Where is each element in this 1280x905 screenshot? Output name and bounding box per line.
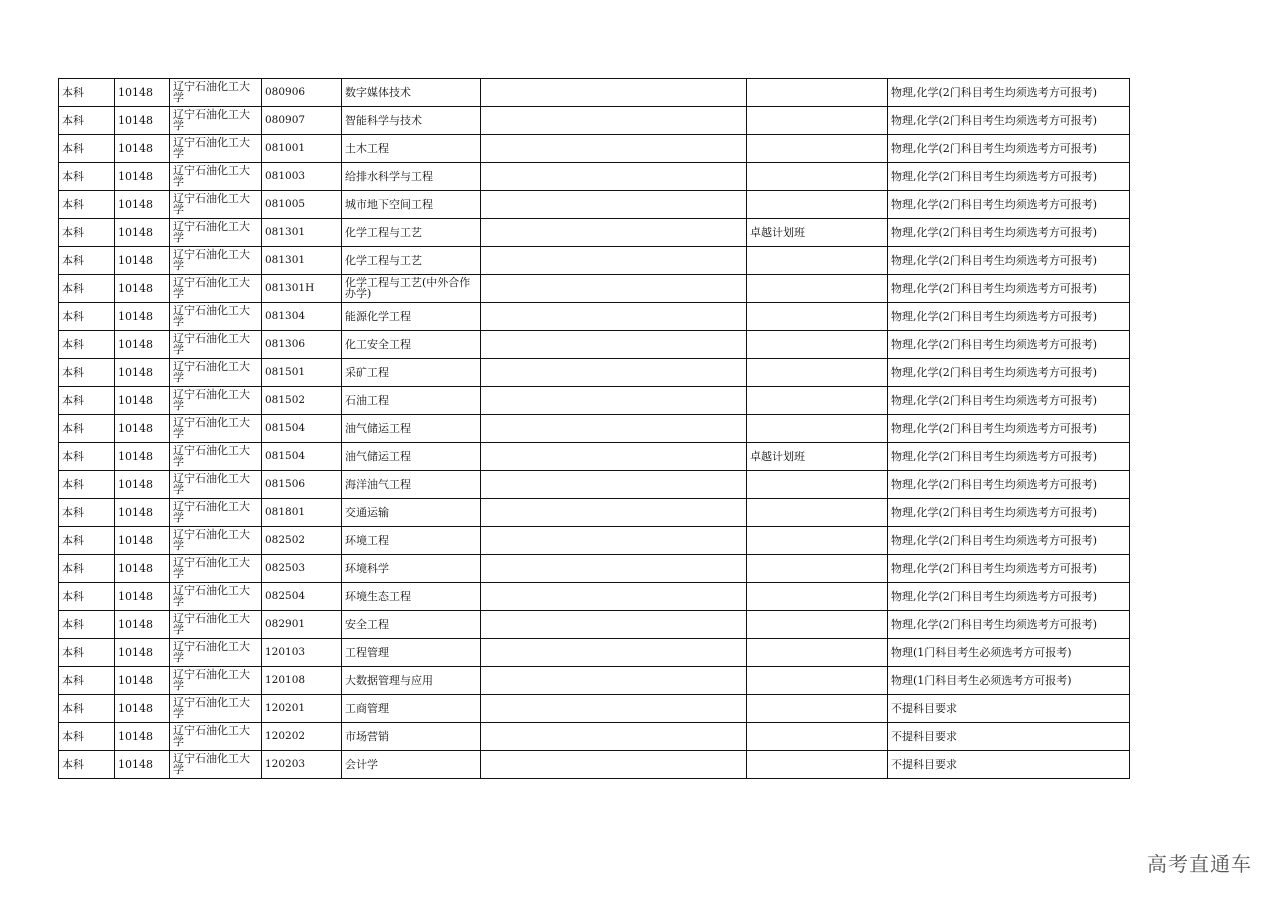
cell-subject-requirement: 不提科目要求	[888, 723, 1130, 751]
cell-notes	[481, 163, 747, 191]
cell-school-code: 10148	[115, 695, 170, 723]
cell-subject-requirement: 物理,化学(2门科目考生均须选考方可报考)	[888, 163, 1130, 191]
cell-school-code: 10148	[115, 471, 170, 499]
cell-class-type	[747, 303, 888, 331]
cell-school-code: 10148	[115, 555, 170, 583]
cell-class-type	[747, 499, 888, 527]
cell-notes	[481, 275, 747, 303]
table-row	[59, 135, 1130, 163]
cell-subject-requirement: 物理,化学(2门科目考生均须选考方可报考)	[888, 443, 1130, 471]
cell-notes	[481, 583, 747, 611]
cell-major-code: 082504	[262, 583, 342, 611]
table-row	[59, 471, 1130, 499]
cell-subject-requirement: 物理,化学(2门科目考生均须选考方可报考)	[888, 359, 1130, 387]
cell-major-code: 081304	[262, 303, 342, 331]
table-row	[59, 499, 1130, 527]
cell-school-code: 10148	[115, 667, 170, 695]
cell-notes	[481, 611, 747, 639]
cell-class-type	[747, 639, 888, 667]
cell-school-code: 10148	[115, 163, 170, 191]
cell-major-name: 数字媒体技术	[342, 79, 481, 107]
cell-subject-requirement: 物理(1门科目考生必须选考方可报考)	[888, 639, 1130, 667]
cell-level: 本科	[59, 415, 115, 443]
table-row	[59, 331, 1130, 359]
cell-major-name: 化工安全工程	[342, 331, 481, 359]
cell-major-code: 080906	[262, 79, 342, 107]
table-row	[59, 415, 1130, 443]
cell-notes	[481, 415, 747, 443]
cell-school-code: 10148	[115, 387, 170, 415]
table-row	[59, 527, 1130, 555]
cell-major-code: 120103	[262, 639, 342, 667]
cell-class-type	[747, 611, 888, 639]
cell-major-code: 081501	[262, 359, 342, 387]
watermark-logo-text: 高考直通车	[1147, 852, 1252, 876]
cell-major-name: 城市地下空间工程	[342, 191, 481, 219]
cell-class-type	[747, 751, 888, 779]
cell-major-name: 交通运输	[342, 499, 481, 527]
cell-subject-requirement: 物理,化学(2门科目考生均须选考方可报考)	[888, 527, 1130, 555]
cell-school-code: 10148	[115, 751, 170, 779]
cell-major-name: 能源化学工程	[342, 303, 481, 331]
cell-school-code: 10148	[115, 331, 170, 359]
cell-notes	[481, 387, 747, 415]
cell-school-code: 10148	[115, 191, 170, 219]
cell-major-code: 120202	[262, 723, 342, 751]
cell-school-code: 10148	[115, 723, 170, 751]
cell-class-type: 卓越计划班	[747, 219, 888, 247]
table-row	[59, 695, 1130, 723]
cell-notes	[481, 359, 747, 387]
cell-school-name: 辽宁石油化工大学	[170, 219, 262, 247]
table-row	[59, 303, 1130, 331]
table-row	[59, 359, 1130, 387]
cell-level: 本科	[59, 639, 115, 667]
cell-notes	[481, 135, 747, 163]
cell-school-name: 辽宁石油化工大学	[170, 79, 262, 107]
cell-level: 本科	[59, 499, 115, 527]
cell-school-name: 辽宁石油化工大学	[170, 303, 262, 331]
cell-school-name: 辽宁石油化工大学	[170, 135, 262, 163]
cell-level: 本科	[59, 583, 115, 611]
cell-notes	[481, 443, 747, 471]
cell-school-code: 10148	[115, 359, 170, 387]
cell-school-name: 辽宁石油化工大学	[170, 415, 262, 443]
cell-school-code: 10148	[115, 611, 170, 639]
cell-subject-requirement: 物理,化学(2门科目考生均须选考方可报考)	[888, 219, 1130, 247]
cell-school-code: 10148	[115, 303, 170, 331]
cell-notes	[481, 303, 747, 331]
table-row	[59, 639, 1130, 667]
cell-class-type	[747, 695, 888, 723]
cell-level: 本科	[59, 611, 115, 639]
cell-class-type	[747, 107, 888, 135]
cell-school-name: 辽宁石油化工大学	[170, 723, 262, 751]
cell-class-type	[747, 667, 888, 695]
cell-school-name: 辽宁石油化工大学	[170, 471, 262, 499]
cell-major-name: 工程管理	[342, 639, 481, 667]
cell-school-name: 辽宁石油化工大学	[170, 611, 262, 639]
cell-major-name: 化学工程与工艺	[342, 219, 481, 247]
cell-subject-requirement: 物理,化学(2门科目考生均须选考方可报考)	[888, 135, 1130, 163]
cell-class-type	[747, 275, 888, 303]
cell-level: 本科	[59, 275, 115, 303]
cell-subject-requirement: 物理,化学(2门科目考生均须选考方可报考)	[888, 499, 1130, 527]
cell-notes	[481, 331, 747, 359]
table-row	[59, 191, 1130, 219]
cell-subject-requirement: 物理(1门科目考生必须选考方可报考)	[888, 667, 1130, 695]
cell-subject-requirement: 物理,化学(2门科目考生均须选考方可报考)	[888, 79, 1130, 107]
cell-major-code: 082503	[262, 555, 342, 583]
cell-school-name: 辽宁石油化工大学	[170, 499, 262, 527]
cell-school-name: 辽宁石油化工大学	[170, 359, 262, 387]
cell-level: 本科	[59, 527, 115, 555]
cell-subject-requirement: 物理,化学(2门科目考生均须选考方可报考)	[888, 415, 1130, 443]
cell-major-code: 081301	[262, 219, 342, 247]
subject-requirements-table	[58, 78, 1130, 779]
cell-major-name: 会计学	[342, 751, 481, 779]
cell-major-name: 化学工程与工艺	[342, 247, 481, 275]
table-row	[59, 219, 1130, 247]
cell-school-name: 辽宁石油化工大学	[170, 331, 262, 359]
cell-level: 本科	[59, 163, 115, 191]
cell-school-name: 辽宁石油化工大学	[170, 667, 262, 695]
cell-school-name: 辽宁石油化工大学	[170, 275, 262, 303]
cell-level: 本科	[59, 135, 115, 163]
table-body	[59, 79, 1130, 779]
cell-level: 本科	[59, 471, 115, 499]
cell-level: 本科	[59, 107, 115, 135]
cell-school-name: 辽宁石油化工大学	[170, 191, 262, 219]
cell-major-code: 081504	[262, 443, 342, 471]
cell-school-name: 辽宁石油化工大学	[170, 583, 262, 611]
cell-major-name: 化学工程与工艺(中外合作办学)	[342, 275, 481, 303]
cell-school-name: 辽宁石油化工大学	[170, 107, 262, 135]
table-row	[59, 387, 1130, 415]
cell-notes	[481, 639, 747, 667]
cell-major-name: 油气储运工程	[342, 415, 481, 443]
cell-level: 本科	[59, 331, 115, 359]
cell-level: 本科	[59, 303, 115, 331]
cell-level: 本科	[59, 247, 115, 275]
cell-school-name: 辽宁石油化工大学	[170, 527, 262, 555]
cell-level: 本科	[59, 695, 115, 723]
cell-subject-requirement: 物理,化学(2门科目考生均须选考方可报考)	[888, 107, 1130, 135]
cell-major-code: 120108	[262, 667, 342, 695]
cell-notes	[481, 527, 747, 555]
cell-major-code: 081504	[262, 415, 342, 443]
cell-school-code: 10148	[115, 247, 170, 275]
cell-school-code: 10148	[115, 79, 170, 107]
cell-level: 本科	[59, 667, 115, 695]
cell-class-type	[747, 247, 888, 275]
cell-level: 本科	[59, 443, 115, 471]
cell-subject-requirement: 物理,化学(2门科目考生均须选考方可报考)	[888, 331, 1130, 359]
cell-major-code: 080907	[262, 107, 342, 135]
table-row	[59, 555, 1130, 583]
cell-major-name: 采矿工程	[342, 359, 481, 387]
cell-class-type	[747, 723, 888, 751]
cell-major-code: 120201	[262, 695, 342, 723]
cell-major-name: 市场营销	[342, 723, 481, 751]
cell-major-code: 081502	[262, 387, 342, 415]
table-row	[59, 247, 1130, 275]
table-row	[59, 723, 1130, 751]
cell-subject-requirement: 物理,化学(2门科目考生均须选考方可报考)	[888, 387, 1130, 415]
table-row	[59, 275, 1130, 303]
cell-class-type	[747, 359, 888, 387]
cell-notes	[481, 751, 747, 779]
cell-school-name: 辽宁石油化工大学	[170, 247, 262, 275]
cell-school-code: 10148	[115, 275, 170, 303]
cell-major-code: 081306	[262, 331, 342, 359]
cell-major-code: 082502	[262, 527, 342, 555]
cell-school-code: 10148	[115, 135, 170, 163]
cell-subject-requirement: 物理,化学(2门科目考生均须选考方可报考)	[888, 471, 1130, 499]
cell-notes	[481, 107, 747, 135]
cell-class-type	[747, 527, 888, 555]
cell-major-name: 环境工程	[342, 527, 481, 555]
cell-school-code: 10148	[115, 219, 170, 247]
cell-major-code: 081003	[262, 163, 342, 191]
cell-class-type	[747, 191, 888, 219]
cell-level: 本科	[59, 723, 115, 751]
cell-school-code: 10148	[115, 639, 170, 667]
table-row	[59, 107, 1130, 135]
cell-notes	[481, 79, 747, 107]
cell-notes	[481, 667, 747, 695]
cell-major-name: 环境科学	[342, 555, 481, 583]
cell-major-code: 081801	[262, 499, 342, 527]
cell-school-code: 10148	[115, 415, 170, 443]
cell-major-name: 工商管理	[342, 695, 481, 723]
cell-notes	[481, 555, 747, 583]
cell-major-code: 120203	[262, 751, 342, 779]
table-row	[59, 611, 1130, 639]
table-row	[59, 667, 1130, 695]
cell-class-type	[747, 163, 888, 191]
cell-school-name: 辽宁石油化工大学	[170, 751, 262, 779]
cell-level: 本科	[59, 191, 115, 219]
cell-major-code: 081001	[262, 135, 342, 163]
cell-subject-requirement: 物理,化学(2门科目考生均须选考方可报考)	[888, 303, 1130, 331]
cell-notes	[481, 219, 747, 247]
cell-notes	[481, 191, 747, 219]
cell-school-name: 辽宁石油化工大学	[170, 163, 262, 191]
cell-school-code: 10148	[115, 527, 170, 555]
cell-subject-requirement: 物理,化学(2门科目考生均须选考方可报考)	[888, 275, 1130, 303]
cell-level: 本科	[59, 751, 115, 779]
cell-class-type	[747, 555, 888, 583]
cell-subject-requirement: 物理,化学(2门科目考生均须选考方可报考)	[888, 611, 1130, 639]
cell-class-type	[747, 415, 888, 443]
table-row	[59, 751, 1130, 779]
cell-class-type	[747, 79, 888, 107]
cell-class-type	[747, 387, 888, 415]
cell-class-type	[747, 583, 888, 611]
cell-level: 本科	[59, 359, 115, 387]
cell-school-code: 10148	[115, 443, 170, 471]
cell-school-name: 辽宁石油化工大学	[170, 387, 262, 415]
cell-major-code: 081005	[262, 191, 342, 219]
cell-subject-requirement: 物理,化学(2门科目考生均须选考方可报考)	[888, 191, 1130, 219]
cell-level: 本科	[59, 79, 115, 107]
cell-school-name: 辽宁石油化工大学	[170, 639, 262, 667]
cell-major-name: 油气储运工程	[342, 443, 481, 471]
cell-major-name: 给排水科学与工程	[342, 163, 481, 191]
cell-major-name: 智能科学与技术	[342, 107, 481, 135]
cell-major-code: 081301	[262, 247, 342, 275]
cell-school-name: 辽宁石油化工大学	[170, 695, 262, 723]
cell-notes	[481, 471, 747, 499]
cell-class-type: 卓越计划班	[747, 443, 888, 471]
cell-subject-requirement: 不提科目要求	[888, 751, 1130, 779]
cell-school-code: 10148	[115, 499, 170, 527]
cell-level: 本科	[59, 219, 115, 247]
cell-major-code: 081301H	[262, 275, 342, 303]
cell-school-code: 10148	[115, 583, 170, 611]
cell-major-name: 石油工程	[342, 387, 481, 415]
cell-school-code: 10148	[115, 107, 170, 135]
table-row	[59, 443, 1130, 471]
table-row	[59, 79, 1130, 107]
cell-major-name: 环境生态工程	[342, 583, 481, 611]
cell-notes	[481, 723, 747, 751]
cell-major-name: 海洋油气工程	[342, 471, 481, 499]
cell-major-code: 081506	[262, 471, 342, 499]
cell-level: 本科	[59, 555, 115, 583]
cell-subject-requirement: 不提科目要求	[888, 695, 1130, 723]
cell-school-name: 辽宁石油化工大学	[170, 555, 262, 583]
cell-class-type	[747, 331, 888, 359]
cell-major-name: 土木工程	[342, 135, 481, 163]
cell-major-name: 安全工程	[342, 611, 481, 639]
table-row	[59, 163, 1130, 191]
cell-notes	[481, 247, 747, 275]
cell-subject-requirement: 物理,化学(2门科目考生均须选考方可报考)	[888, 583, 1130, 611]
cell-subject-requirement: 物理,化学(2门科目考生均须选考方可报考)	[888, 555, 1130, 583]
cell-subject-requirement: 物理,化学(2门科目考生均须选考方可报考)	[888, 247, 1130, 275]
cell-major-code: 082901	[262, 611, 342, 639]
cell-level: 本科	[59, 387, 115, 415]
cell-school-name: 辽宁石油化工大学	[170, 443, 262, 471]
cell-notes	[481, 499, 747, 527]
table-row	[59, 583, 1130, 611]
cell-notes	[481, 695, 747, 723]
cell-class-type	[747, 471, 888, 499]
cell-major-name: 大数据管理与应用	[342, 667, 481, 695]
cell-class-type	[747, 135, 888, 163]
